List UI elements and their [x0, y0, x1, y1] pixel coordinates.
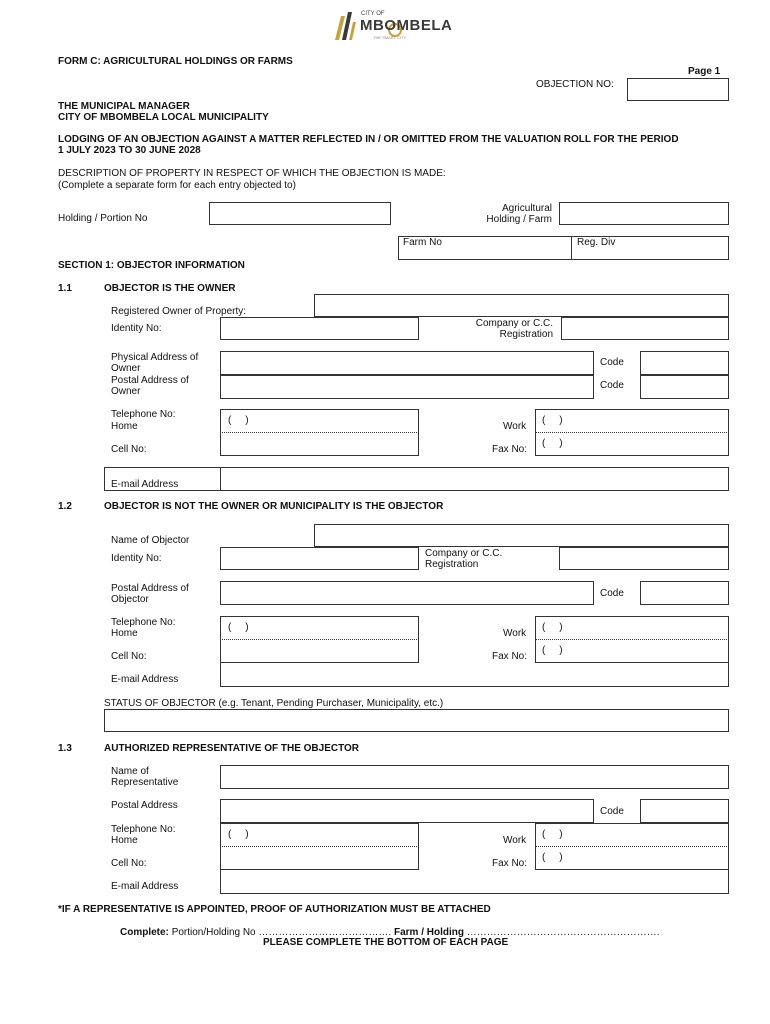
owner-postal-field[interactable]: [220, 375, 594, 399]
objector-home-label: Home: [111, 628, 138, 639]
subject-line-1: LODGING OF AN OBJECTION AGAINST A MATTER REFLECTED IN / OR OMITTED FROM THE VALUATION ROLL FOR THE PERIOD: [58, 134, 679, 145]
objector-fax-label: Fax No:: [492, 651, 528, 662]
objector-status-label: STATUS OF OBJECTOR (e.g. Tenant, Pending Purchaser, Municipality, etc.): [104, 698, 444, 709]
owner-postal-label-2: Owner: [111, 386, 141, 397]
description-note: (Complete a separate form for each entry objected to): [58, 180, 296, 191]
owner-home-phone-field[interactable]: [220, 409, 419, 433]
description-heading: DESCRIPTION OF PROPERTY IN RESPECT OF WHICH THE OBJECTION IS MADE:: [58, 168, 446, 179]
objector-postal-code-label: Code: [600, 588, 624, 599]
representative-home-phone-field[interactable]: [220, 823, 419, 847]
portion-holding-blank[interactable]: ………………………………….: [258, 927, 392, 938]
owner-home-area-code: ( ): [228, 415, 249, 426]
registered-owner-field[interactable]: [314, 294, 729, 317]
subject-line-2: 1 JULY 2023 TO 30 JUNE 2028: [58, 145, 201, 156]
agricultural-holding-field[interactable]: [559, 202, 729, 225]
representative-name-field[interactable]: [220, 765, 729, 789]
representative-home-area-code: ( ): [228, 829, 249, 840]
owner-postal-label-1: Postal Address of: [111, 375, 189, 386]
city-logo: [333, 10, 453, 42]
owner-company-label-1: Company or C.C.: [475, 318, 553, 329]
owner-company-field[interactable]: [561, 317, 729, 340]
form-title: FORM C: AGRICULTURAL HOLDINGS OR FARMS: [58, 56, 293, 67]
objector-work-phone-field[interactable]: [535, 616, 729, 640]
section-1-3-title: AUTHORIZED REPRESENTATIVE OF THE OBJECTOR: [104, 743, 360, 754]
farm-holding-blank[interactable]: ………………………………………………….: [466, 927, 660, 938]
owner-fax-area-code: ( ): [542, 438, 563, 449]
owner-home-label: Home: [111, 421, 138, 432]
farm-no-label: Farm No: [403, 237, 442, 248]
owner-fax-field[interactable]: [535, 433, 729, 456]
objector-identity-field[interactable]: [220, 547, 419, 570]
owner-fax-label: Fax No:: [492, 444, 528, 455]
representative-work-phone-field[interactable]: [535, 823, 729, 847]
physical-address-label-2: Owner: [111, 363, 141, 374]
representative-name-label-1: Name of: [111, 766, 149, 777]
owner-postal-code-field[interactable]: [640, 375, 729, 399]
objector-work-label: Work: [503, 628, 527, 639]
physical-address-label-1: Physical Address of: [111, 352, 199, 363]
representative-fax-field[interactable]: [535, 847, 729, 870]
objector-identity-label: Identity No:: [111, 553, 162, 564]
physical-code-label: Code: [600, 357, 624, 368]
objector-status-field[interactable]: [104, 709, 729, 732]
objector-name-field[interactable]: [314, 524, 729, 547]
holding-portion-field[interactable]: [209, 202, 391, 225]
registered-owner-label: Registered Owner of Property:: [111, 306, 247, 317]
agricultural-label-2: Holding / Farm: [486, 214, 552, 225]
objector-email-label: E-mail Address: [111, 674, 179, 685]
representative-work-area-code: ( ): [542, 829, 563, 840]
representative-notice: *IF A REPRESENTATIVE IS APPOINTED, PROOF OF AUTHORIZATION MUST BE ATTACHED: [58, 904, 491, 915]
representative-code-field[interactable]: [640, 799, 729, 823]
objector-cell-label: Cell No:: [111, 651, 147, 662]
owner-email-label: E-mail Address: [111, 479, 179, 490]
objector-postal-field[interactable]: [220, 581, 594, 605]
owner-telephone-label: Telephone No:: [111, 409, 176, 420]
objector-home-phone-field[interactable]: [220, 616, 419, 640]
logo-city-of: CITY OF: [361, 11, 385, 17]
objection-no-label: OBJECTION NO:: [536, 79, 614, 90]
objector-work-area-code: ( ): [542, 622, 563, 633]
page-number: Page 1: [688, 66, 721, 77]
portion-holding-label: Portion/Holding No: [171, 927, 256, 938]
representative-postal-label: Postal Address: [111, 800, 178, 811]
owner-cell-field[interactable]: [220, 433, 419, 456]
objector-name-label: Name of Objector: [111, 535, 190, 546]
representative-code-label: Code: [600, 806, 624, 817]
owner-cell-label: Cell No:: [111, 444, 147, 455]
section-1-1-number: 1.1: [58, 283, 72, 294]
representative-telephone-label: Telephone No:: [111, 824, 176, 835]
owner-company-label-2: Registration: [499, 329, 553, 340]
agricultural-label-1: Agricultural: [501, 203, 552, 214]
section-1-2-title: OBJECTOR IS NOT THE OWNER OR MUNICIPALITY IS THE OBJECTOR: [104, 501, 444, 512]
representative-email-field[interactable]: [220, 870, 729, 894]
owner-identity-field[interactable]: [220, 317, 419, 340]
reg-div-label: Reg. Div: [577, 237, 616, 248]
owner-email-field[interactable]: [220, 467, 729, 491]
representative-name-label-2: Representative: [111, 777, 179, 788]
objector-postal-code-field[interactable]: [640, 581, 729, 605]
physical-address-field[interactable]: [220, 351, 594, 375]
representative-postal-field[interactable]: [220, 799, 594, 823]
complete-label: Complete:: [120, 927, 169, 938]
representative-home-label: Home: [111, 835, 138, 846]
section-1-1-title: OBJECTOR IS THE OWNER: [104, 283, 236, 294]
farm-holding-label: Farm / Holding: [393, 927, 464, 938]
representative-fax-area-code: ( ): [542, 852, 563, 863]
objector-home-area-code: ( ): [228, 622, 249, 633]
representative-cell-field[interactable]: [220, 847, 419, 870]
farm-regdiv-divider: [571, 236, 572, 260]
objector-postal-label-2: Objector: [111, 594, 149, 605]
objector-email-field[interactable]: [220, 663, 729, 687]
objector-company-label-1: Company or C.C.: [425, 548, 503, 559]
owner-work-area-code: ( ): [542, 415, 563, 426]
objector-company-field[interactable]: [559, 547, 729, 570]
farm-regdiv-field[interactable]: [398, 236, 729, 260]
objector-postal-label-1: Postal Address of: [111, 583, 189, 594]
owner-work-phone-field[interactable]: [535, 409, 729, 433]
holding-portion-label: Holding / Portion No: [58, 213, 148, 224]
owner-postal-code-label: Code: [600, 380, 624, 391]
physical-code-field[interactable]: [640, 351, 729, 375]
owner-work-label: Work: [503, 421, 527, 432]
objector-fax-field[interactable]: [535, 640, 729, 663]
objector-company-label-2: Registration: [425, 559, 479, 570]
section-1-2-number: 1.2: [58, 501, 72, 512]
section-1-title: SECTION 1: OBJECTOR INFORMATION: [58, 260, 245, 271]
owner-identity-label: Identity No:: [111, 323, 162, 334]
representative-fax-label: Fax No:: [492, 858, 528, 869]
objector-fax-area-code: ( ): [542, 645, 563, 656]
objection-no-field[interactable]: [627, 78, 729, 101]
representative-cell-label: Cell No:: [111, 858, 147, 869]
addressee-line-2: CITY OF MBOMBELA LOCAL MUNICIPALITY: [58, 112, 269, 123]
objector-telephone-label: Telephone No:: [111, 617, 176, 628]
representative-work-label: Work: [503, 835, 527, 846]
addressee-line-1: THE MUNICIPAL MANAGER: [58, 101, 190, 112]
logo-tagline: THE SMART CITY: [373, 35, 407, 40]
section-1-3-number: 1.3: [58, 743, 72, 754]
objector-cell-field[interactable]: [220, 640, 419, 663]
logo-name: MBOMBELA: [360, 17, 453, 34]
representative-email-label: E-mail Address: [111, 881, 179, 892]
complete-bottom-notice: PLEASE COMPLETE THE BOTTOM OF EACH PAGE: [263, 937, 509, 948]
